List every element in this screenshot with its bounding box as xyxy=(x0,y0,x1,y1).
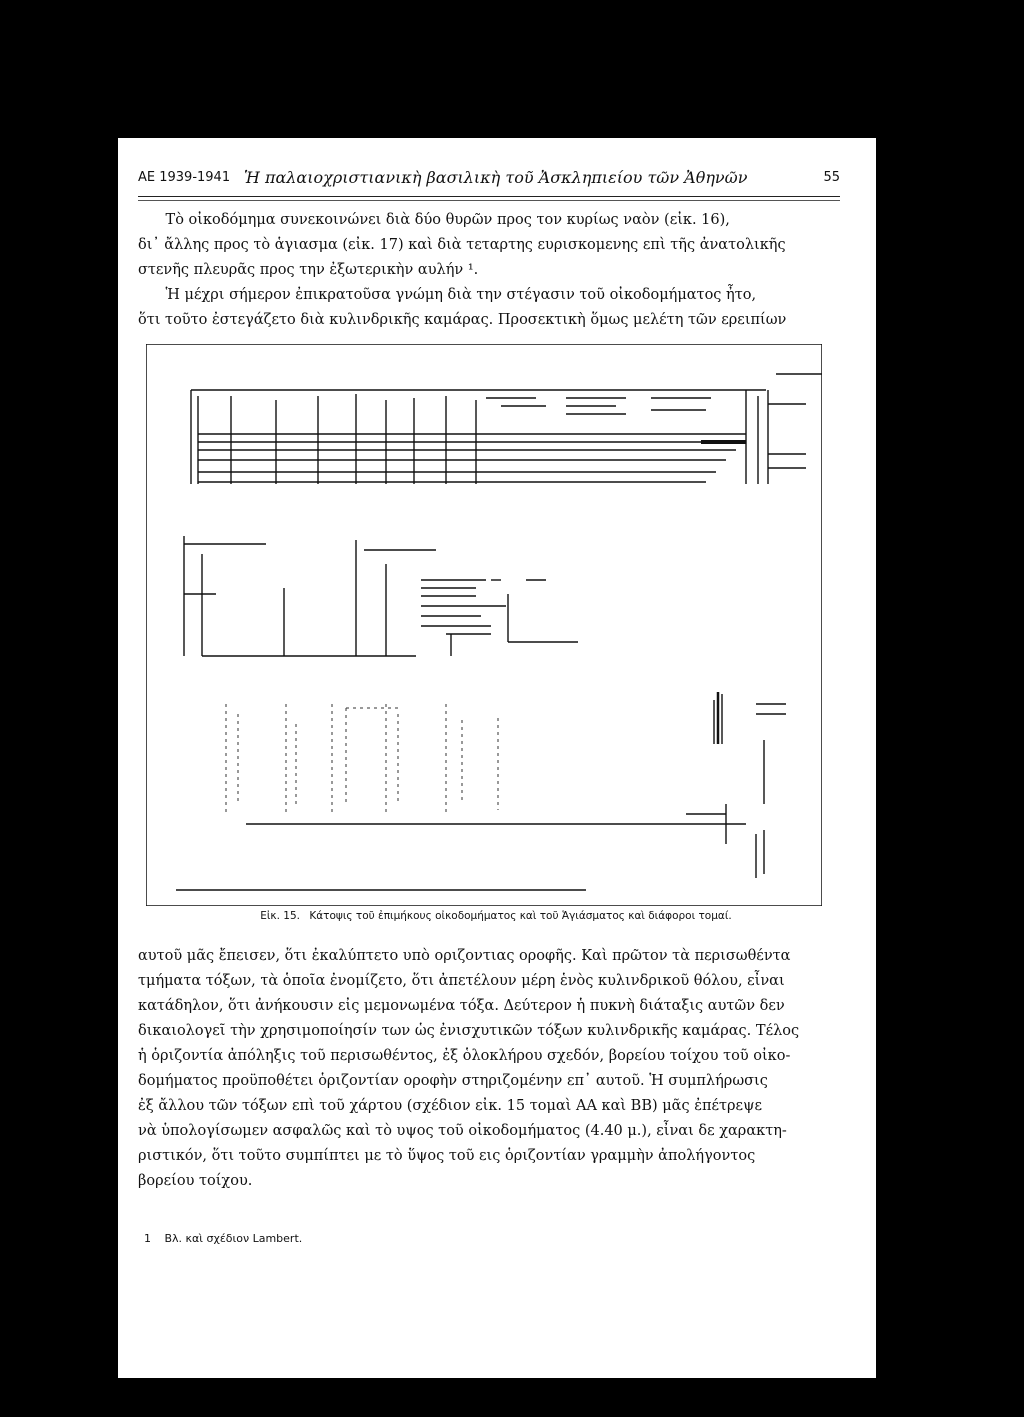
body-text-bottom xyxy=(138,944,840,1194)
paragraph-line: ἡ ὁριζοντία ἀπόληξις τοῦ περισωθέντος, ἐξ ὁλοκλήρου σχεδόν, βορείου τοίχου τοῦ οἰκο- xyxy=(138,1048,791,1064)
figure-caption xyxy=(216,910,776,922)
paragraph-line: Τὸ οἰκοδόμημα συνεκοινώνει διὰ δύο θυρῶν προς τον κυρίως ναὸν (εἰκ. 16), xyxy=(165,212,730,228)
paragraph-line: ριστικόν, ὅτι τοῦτο συμπίπτει με τὸ ὕψος τοῦ εις ὁριζοντίαν γραμμὴν ἀπολήγοντος xyxy=(138,1148,756,1164)
running-header xyxy=(138,170,840,194)
paragraph-line: τμήματα τόξων, τὰ ὁποῖα ἐνομίζετο, ὅτι ἀπετέλουν μέρη ἑνὸς κυλινδρικοῦ θόλου, εἶναι xyxy=(138,973,785,989)
page-number: 55 xyxy=(823,170,840,185)
paragraph-line: αυτοῦ μᾶς ἔπεισεν, ὅτι ἐκαλύπτετο υπὸ οριζοντιας οροφῆς. Καὶ πρῶτον τὰ περισωθέντα xyxy=(138,948,791,964)
header-rule-secondary xyxy=(138,200,840,201)
footnote-mark: 1 xyxy=(144,1232,151,1245)
paragraph-line: Ἡ μέχρι σήμερον ἐπικρατοῦσα γνώμη διὰ την στέγασιν τοῦ οἰκοδομήματος ἦτο, xyxy=(165,287,757,303)
paragraph-line: ὅτι τοῦτο ἐστεγάζετο διὰ κυλινδρικῆς καμάρας. Προσεκτικὴ ὅμως μελέτη τῶν ερειπίων xyxy=(138,312,787,328)
running-title: Ἡ παλαιοχριστιανικὴ βασιλικὴ τοῦ Ἀσκληπιείου τῶν Ἀθηνῶν xyxy=(244,168,748,187)
paragraph-line: δι᾽ ἄλλης προς τὸ ἁγιασμα (εἰκ. 17) καὶ διὰ τεταρτης ευρισκομενης επὶ τῆς ἀνατολικῆς xyxy=(138,237,786,253)
paragraph-line: ἐξ ἄλλου τῶν τόξων επὶ τοῦ χάρτου (σχέδιον εἰκ. 15 τομαὶ ΑΑ καὶ ΒΒ) μᾶς ἐπέτρεψε xyxy=(138,1098,762,1114)
footnote-text: Βλ. καὶ σχέδιον Lambert. xyxy=(164,1232,303,1245)
body-text-top xyxy=(138,208,840,333)
architectural-plan-figure xyxy=(146,344,822,906)
paragraph-line: στενῆς πλευρᾶς προς την ἐξωτερικὴν αυλήν ¹. xyxy=(138,262,479,278)
figure-number: Εἰκ. 15. xyxy=(260,910,300,922)
paragraph-line: δομήματος προϋποθέτει ὁριζοντίαν οροφὴν στηριζομένην επ᾽ αυτοῦ. Ἡ συμπλήρωσις xyxy=(138,1073,768,1089)
paragraph-line: νὰ ὑπολογίσωμεν ασφαλῶς καὶ τὸ υψος τοῦ οἰκοδομήματος (4.40 μ.), εἶναι δε χαρακτη- xyxy=(138,1123,787,1139)
header-rule xyxy=(138,196,840,197)
journal-reference: ΑΕ 1939-1941 xyxy=(138,170,231,185)
footnote xyxy=(144,1232,302,1245)
paragraph-line: βορείου τοίχου. xyxy=(138,1173,253,1189)
paragraph-line: δικαιολογεῖ τὴν χρησιμοποίησίν των ὡς ἐνισχυτικῶν τόξων κυλινδρικῆς καμάρας. Τέλος xyxy=(138,1023,800,1039)
figure-caption-text: Κάτοψις τοῦ ἐπιμήκους οἰκοδομήματος καὶ τοῦ Ἁγιάσματος καὶ διάφοροι τομαί. xyxy=(309,910,732,922)
document-page xyxy=(118,138,876,1378)
paragraph-line: κατάδηλον, ὅτι ἀνήκουσιν εἰς μεμονωμένα τόξα. Δεύτερον ἡ πυκνὴ διάταξις αυτῶν δεν xyxy=(138,998,785,1014)
